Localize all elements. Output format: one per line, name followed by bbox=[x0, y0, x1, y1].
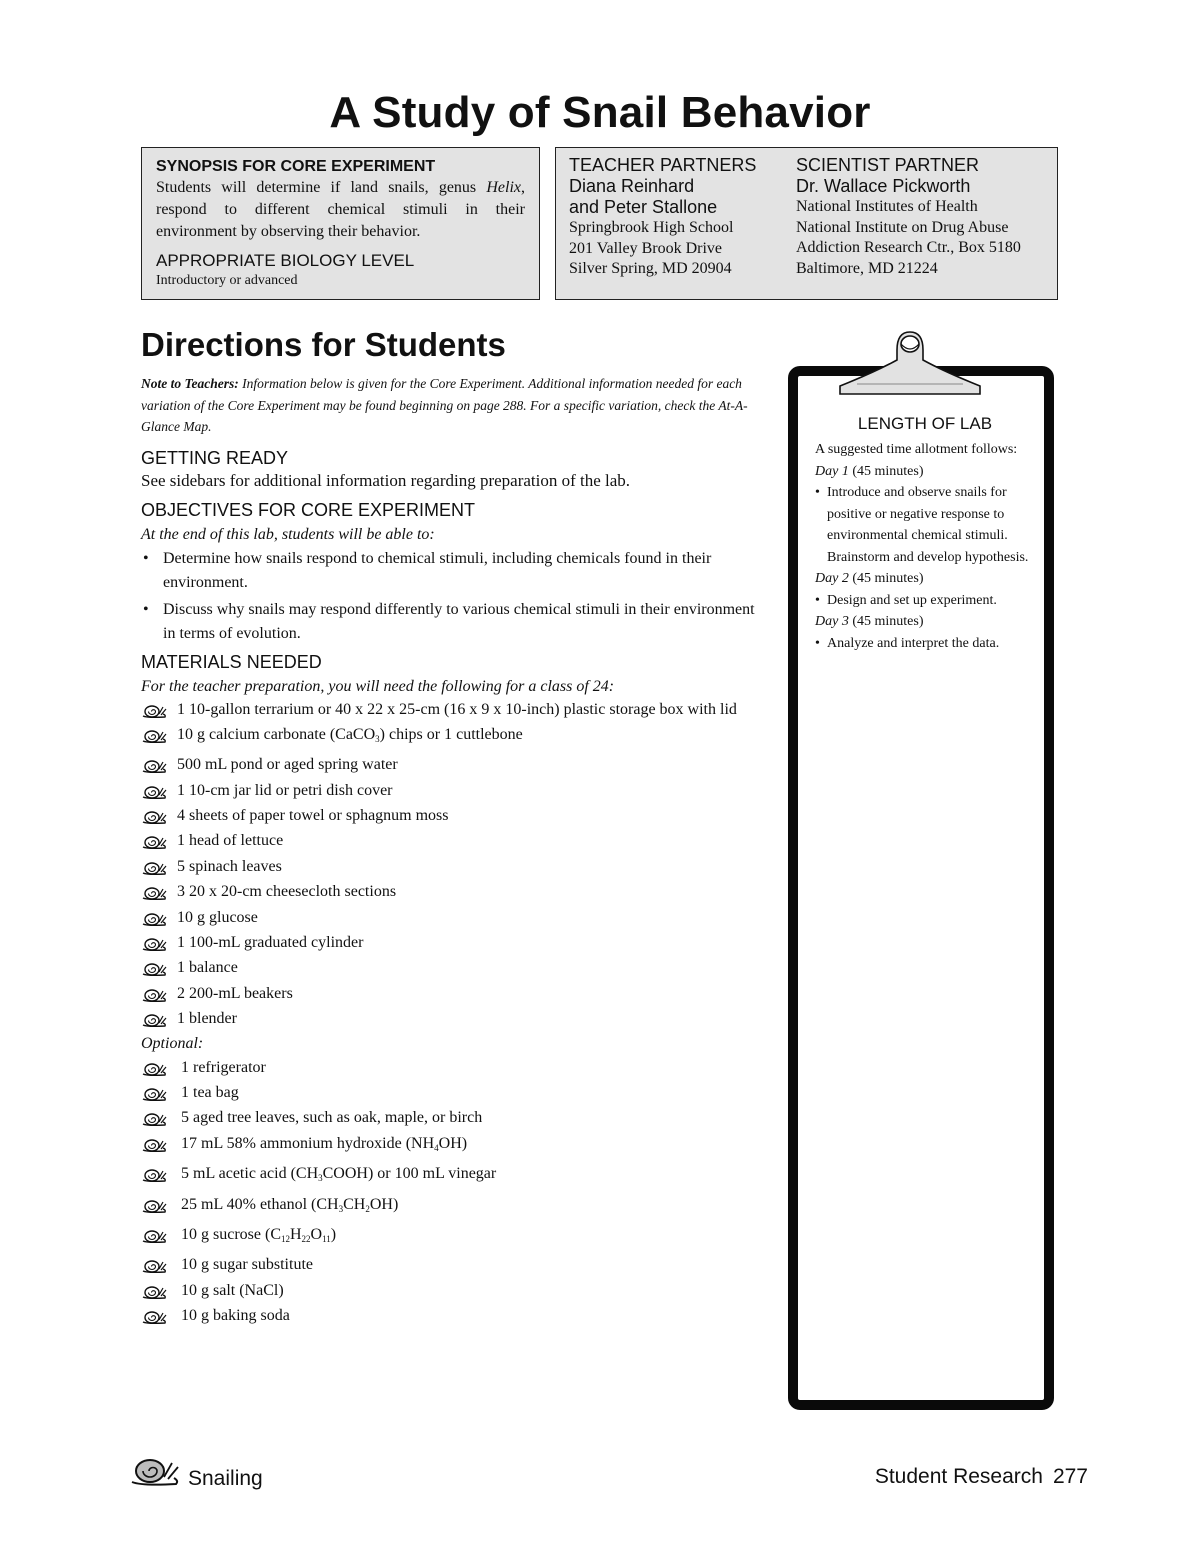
optional-item: 10 g baking soda bbox=[141, 1305, 769, 1326]
optional-item: 10 g sugar substitute bbox=[141, 1254, 769, 1275]
biology-level-heading: APPROPRIATE BIOLOGY LEVEL bbox=[156, 251, 415, 270]
teacher-note: Note to Teachers: Information below is given for the Core Experiment. Additional information needed for each variation of the Core Experiment may be found beginning on page 288. For a specific variation, check the At-A-Glance Map. bbox=[141, 376, 748, 434]
scientist-partner-heading: SCIENTIST PARTNER bbox=[796, 155, 980, 175]
material-item: 10 g glucose bbox=[141, 907, 769, 928]
material-item: 1 100-mL graduated cylinder bbox=[141, 932, 769, 953]
material-item: 1 10-cm jar lid or petri dish cover bbox=[141, 780, 769, 801]
page-number: 277 bbox=[1052, 1465, 1088, 1488]
optional-item: 1 refrigerator bbox=[141, 1057, 769, 1078]
snail-icon bbox=[141, 1061, 167, 1077]
snail-icon bbox=[141, 758, 167, 774]
snail-icon bbox=[141, 1012, 167, 1028]
optional-item: 5 aged tree leaves, such as oak, maple, or birch bbox=[141, 1107, 769, 1128]
optional-item: 1 tea bag bbox=[141, 1082, 769, 1103]
teacher-names: Diana Reinhard and Peter Stallone bbox=[569, 176, 718, 217]
day-3: Day 3 (45 minutes) bbox=[815, 614, 924, 629]
directions-section bbox=[141, 325, 769, 1330]
materials-list bbox=[141, 699, 769, 1030]
snail-icon bbox=[141, 809, 167, 825]
snail-icon bbox=[141, 1111, 167, 1127]
scientist-address: National Institutes of Health National Institute on Drug Abuse Addiction Research Ctr., Box 5180 Baltimore, MD 21224 bbox=[796, 198, 1021, 277]
genus-name: Helix bbox=[486, 179, 521, 196]
length-of-lab-heading: LENGTH OF LAB bbox=[857, 414, 993, 433]
getting-ready-heading: GETTING READY bbox=[141, 447, 289, 468]
objective-item: • Discuss why snails may respond differently to various chemical stimuli in their environment in terms of evolution. bbox=[141, 598, 769, 646]
footer-section-name: Snailing bbox=[188, 1467, 263, 1490]
synopsis-text: Students will determine if land snails, genus Helix, respond to different chemical stimuli in their environment by observing their behavior. bbox=[156, 179, 525, 240]
objectives-list bbox=[141, 547, 769, 646]
snail-icon bbox=[141, 1258, 167, 1274]
material-item: 10 g calcium carbonate (CaCO$_3$) chips or 1 cuttlebone bbox=[141, 724, 769, 750]
material-item: 5 spinach leaves bbox=[141, 856, 769, 877]
teacher-address: Springbrook High School 201 Valley Brook Drive Silver Spring, MD 20904 bbox=[569, 219, 734, 277]
biology-level-text: Introductory or advanced bbox=[156, 273, 298, 288]
snail-icon bbox=[141, 1309, 167, 1325]
optional-item: 10 g sucrose $(C_{12}H_{22}O_{11})$ bbox=[141, 1224, 769, 1250]
clipboard-clip-icon bbox=[835, 326, 985, 398]
optional-item: 17 mL 58% ammonium hydroxide $(NH_4OH)$ bbox=[141, 1133, 769, 1159]
snail-icon bbox=[141, 961, 167, 977]
snail-icon bbox=[141, 728, 167, 744]
day-1-item: • Introduce and observe snails for positive or negative response to environmental chemical stimuli. Brainstorm and develop hypothesis. bbox=[815, 482, 1035, 568]
teacher-partners bbox=[569, 154, 784, 280]
objectives-lead: At the end of this lab, students will be able to: bbox=[141, 525, 435, 543]
material-item: 2 200-mL beakers bbox=[141, 983, 769, 1004]
partners-box bbox=[555, 147, 1058, 300]
optional-item: 25 mL 40% ethanol $(CH_3CH_2OH)$ bbox=[141, 1194, 769, 1220]
scientist-name: Dr. Wallace Pickworth bbox=[796, 176, 971, 196]
length-of-lab bbox=[815, 413, 1035, 654]
day-1: Day 1 (45 minutes) bbox=[815, 463, 924, 479]
materials-heading: MATERIALS NEEDED bbox=[141, 651, 322, 672]
optional-item: 5 mL acetic acid $(CH_3COOH)$ or 100 mL vinegar bbox=[141, 1163, 769, 1189]
synopsis-box bbox=[141, 147, 540, 300]
snail-icon bbox=[141, 1086, 167, 1102]
day-2: Day 2 (45 minutes) bbox=[815, 571, 924, 586]
day-2-item: • Design and set up experiment. bbox=[815, 590, 1035, 612]
footer-book-section: Student Research bbox=[874, 1465, 1043, 1488]
material-item: 4 sheets of paper towel or sphagnum moss bbox=[141, 805, 769, 826]
snail-icon bbox=[141, 1284, 167, 1300]
synopsis-heading: SYNOPSIS FOR CORE EXPERIMENT bbox=[156, 158, 436, 175]
scientist-partner bbox=[796, 154, 1058, 279]
objectives-heading: OBJECTIVES FOR CORE EXPERIMENT bbox=[141, 499, 476, 520]
snail-icon bbox=[141, 1198, 167, 1214]
day-3-item: • Analyze and interpret the data. bbox=[815, 633, 1035, 655]
optional-item: 10 g salt (NaCl) bbox=[141, 1280, 769, 1301]
snail-logo-icon bbox=[130, 1455, 182, 1487]
material-item: 1 balance bbox=[141, 957, 769, 978]
materials-lead: For the teacher preparation, you will need the following for a class of 24: bbox=[141, 677, 615, 695]
optional-materials-list bbox=[141, 1057, 769, 1327]
snail-icon bbox=[141, 885, 167, 901]
optional-label: Optional: bbox=[141, 1034, 204, 1052]
snail-icon bbox=[141, 1228, 167, 1244]
snail-icon bbox=[141, 1167, 167, 1183]
snail-icon bbox=[141, 860, 167, 876]
getting-ready-text: See sidebars for additional information regarding preparation of the lab. bbox=[141, 470, 631, 490]
snail-icon bbox=[141, 936, 167, 952]
snail-icon bbox=[141, 834, 167, 850]
page-title: A Study of Snail Behavior bbox=[329, 88, 871, 137]
snail-icon bbox=[141, 1137, 167, 1153]
snail-icon bbox=[141, 987, 167, 1003]
material-item: 3 20 x 20-cm cheesecloth sections bbox=[141, 881, 769, 902]
snail-icon bbox=[141, 911, 167, 927]
length-intro: A suggested time allotment follows: bbox=[815, 442, 1018, 457]
material-item: 1 blender bbox=[141, 1008, 769, 1029]
directions-heading: Directions for Students bbox=[141, 326, 506, 363]
material-item: 1 10-gallon terrarium or 40 x 22 x 25-cm (16 x 9 x 10-inch) plastic storage box with lid bbox=[141, 699, 769, 720]
teacher-partners-heading: TEACHER PARTNERS bbox=[569, 155, 757, 175]
snail-icon bbox=[141, 703, 167, 719]
footer-page-info bbox=[875, 1465, 1088, 1489]
snail-icon bbox=[141, 784, 167, 800]
objective-item: • Determine how snails respond to chemical stimuli, including chemicals found in their environment. bbox=[141, 547, 769, 595]
material-item: 1 head of lettuce bbox=[141, 830, 769, 851]
material-item: 500 mL pond or aged spring water bbox=[141, 754, 769, 775]
